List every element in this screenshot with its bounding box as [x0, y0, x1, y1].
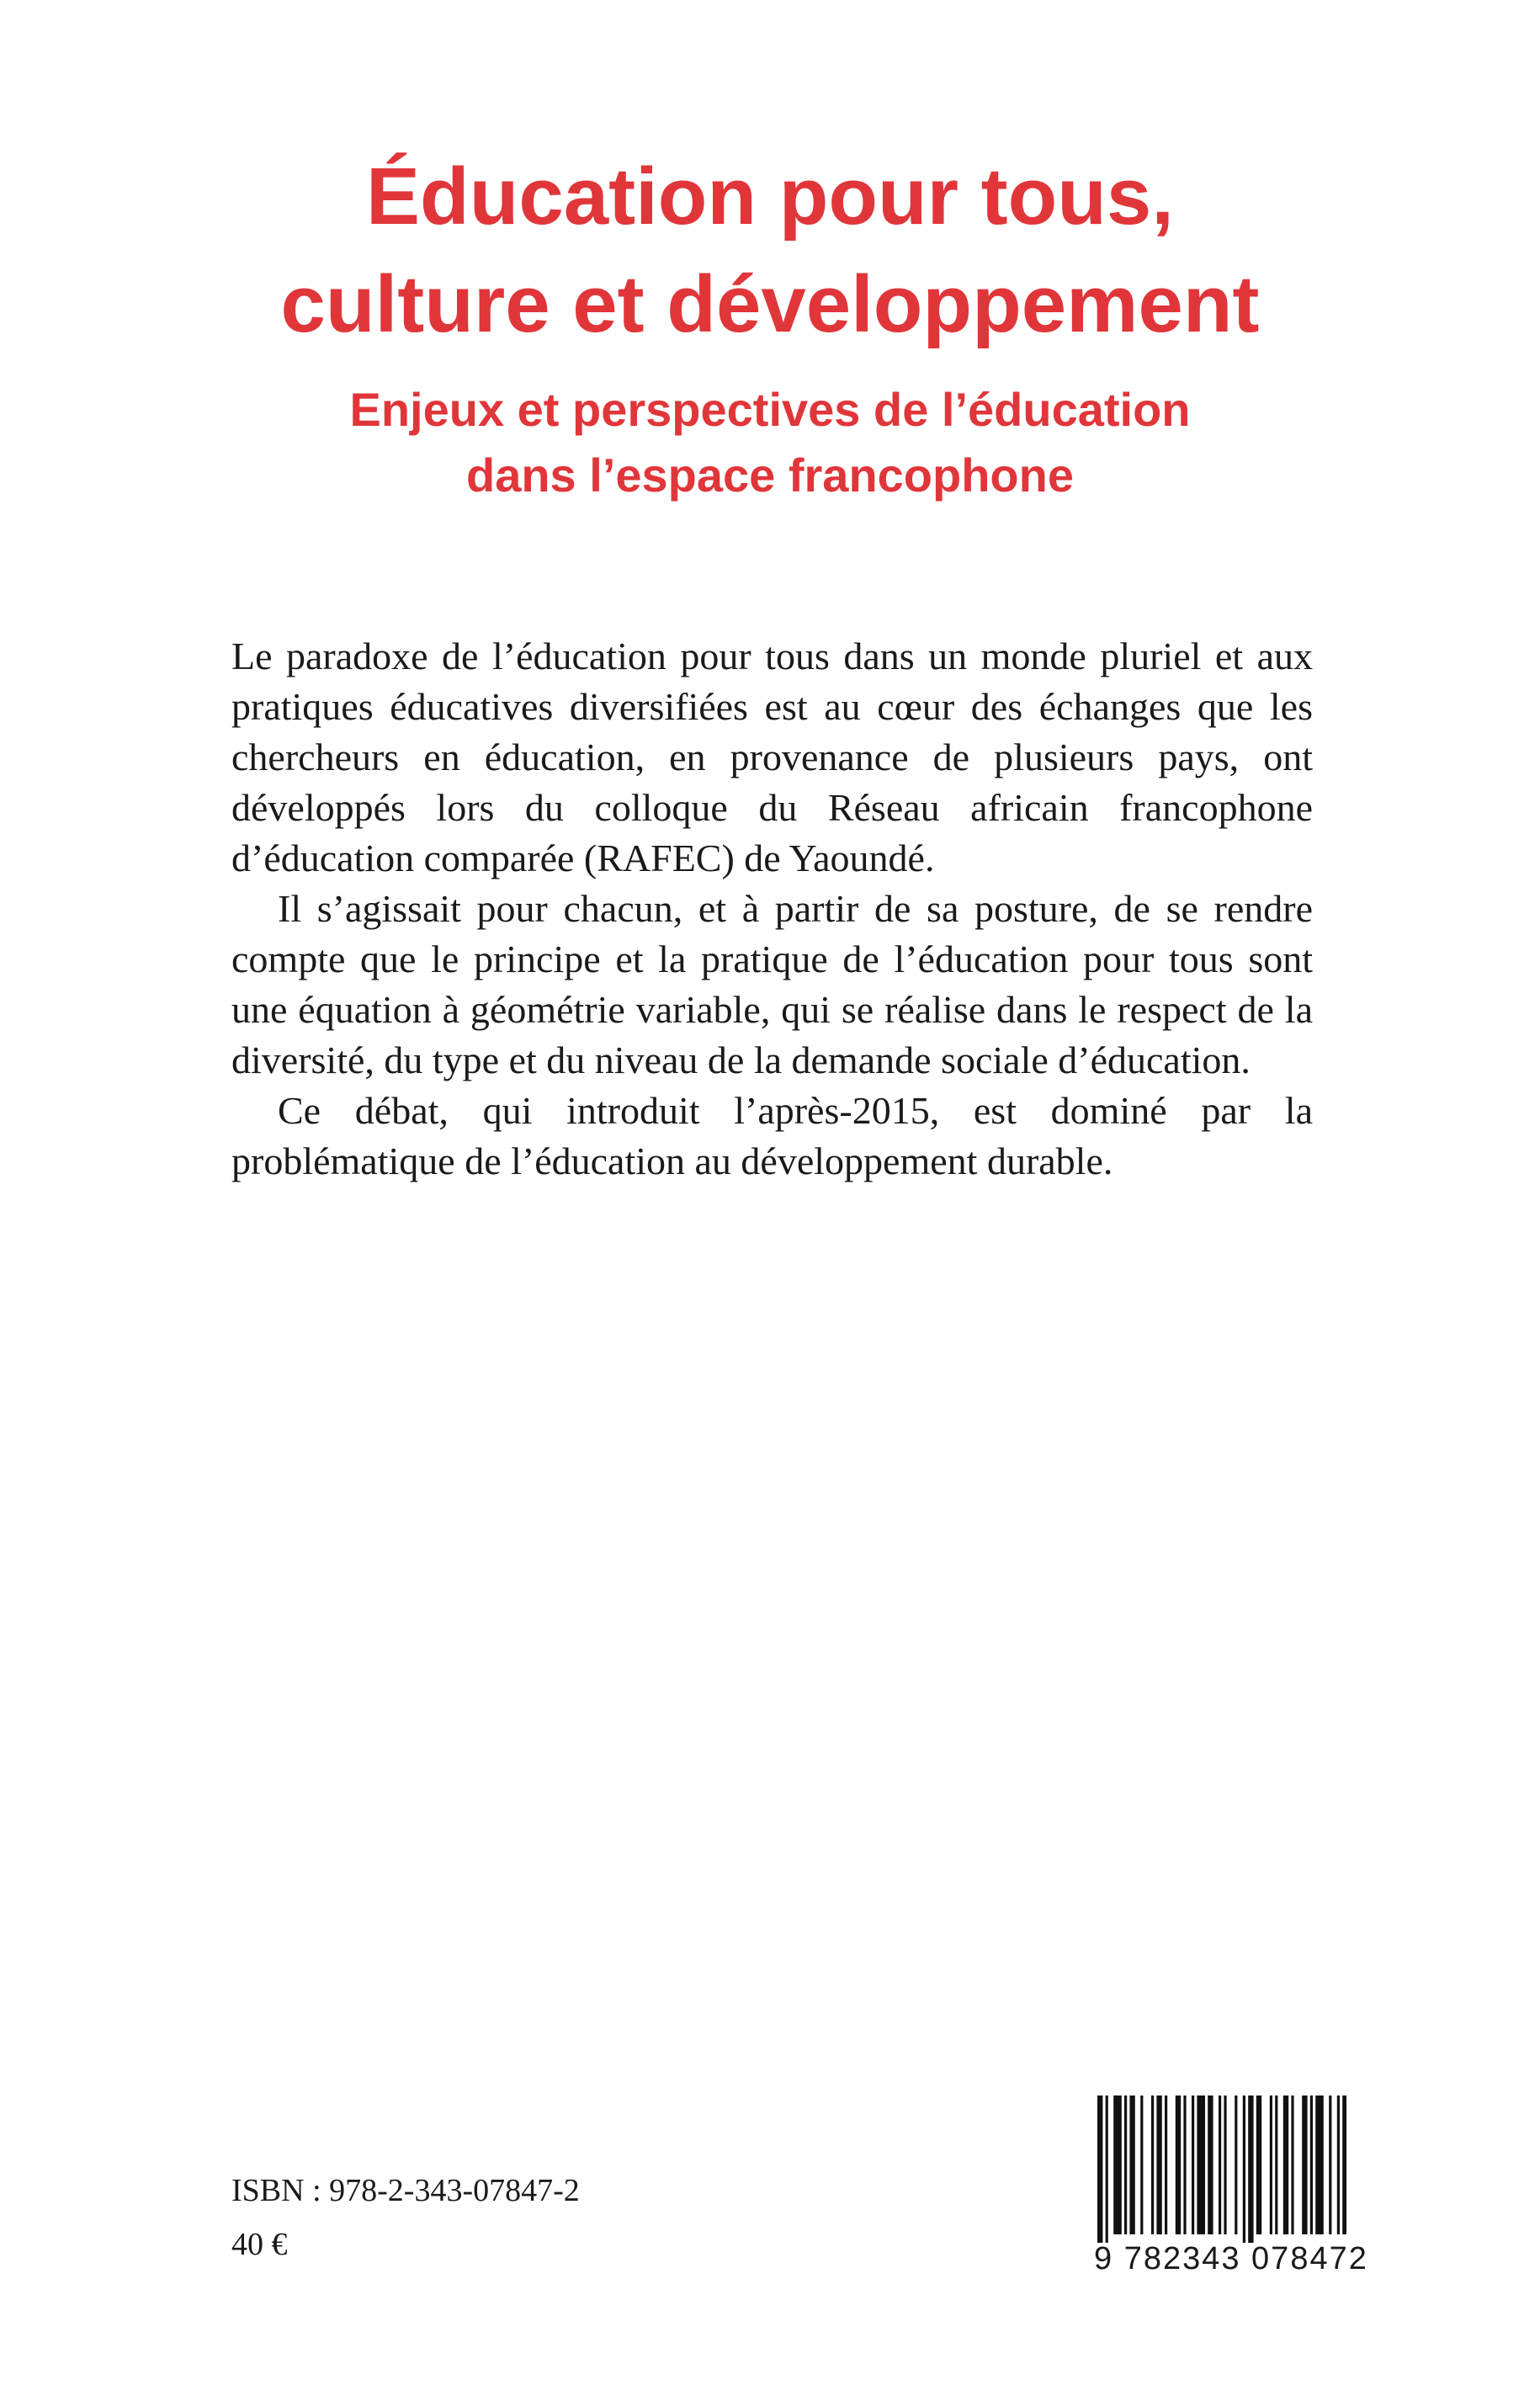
book-title	[0, 143, 1540, 359]
barcode-bars-icon	[1094, 2096, 1346, 2243]
blurb-paragraph: Il s’agissait pour chacun, et à partir de sa posture, de se rendre compte que le principe et la pratique de l’éducation pour tous sont une équation à géométrie variable, qui se réalise dans le respect de la diversité, du type et du niveau de la demande sociale d’éducation.	[231, 887, 1313, 1081]
blurb-paragraph: Le paradoxe de l’éducation pour tous dans un monde pluriel et aux pratiques éducatives diversifiées est au cœur des échanges que les chercheurs en éducation, en provenance de plusieurs pays, ont développés lors du colloque du Réseau africain francophone d’éducation comparée (RAFEC) de Yaoundé.	[231, 635, 1313, 879]
book-title-line-1: Éducation pour tous,	[366, 151, 1174, 242]
book-title-line-2: culture et développement	[280, 259, 1260, 349]
blurb-paragraph: Ce débat, qui introduit l’après-2015, est dominé par la problématique de l’éducation au développement durable.	[231, 1089, 1313, 1182]
book-subtitle	[0, 377, 1540, 508]
barcode-digits: 9 782343 078472	[1094, 2241, 1368, 2276]
book-subtitle-line-1: Enjeux et perspectives de l’éducation	[349, 383, 1191, 436]
isbn-label: ISBN : 978-2-343-07847-2	[231, 2173, 580, 2208]
blurb	[231, 631, 1313, 1187]
book-subtitle-line-2: dans l’espace francophone	[466, 449, 1074, 502]
price-label: 40 €	[231, 2227, 288, 2262]
barcode	[1094, 2096, 1368, 2279]
